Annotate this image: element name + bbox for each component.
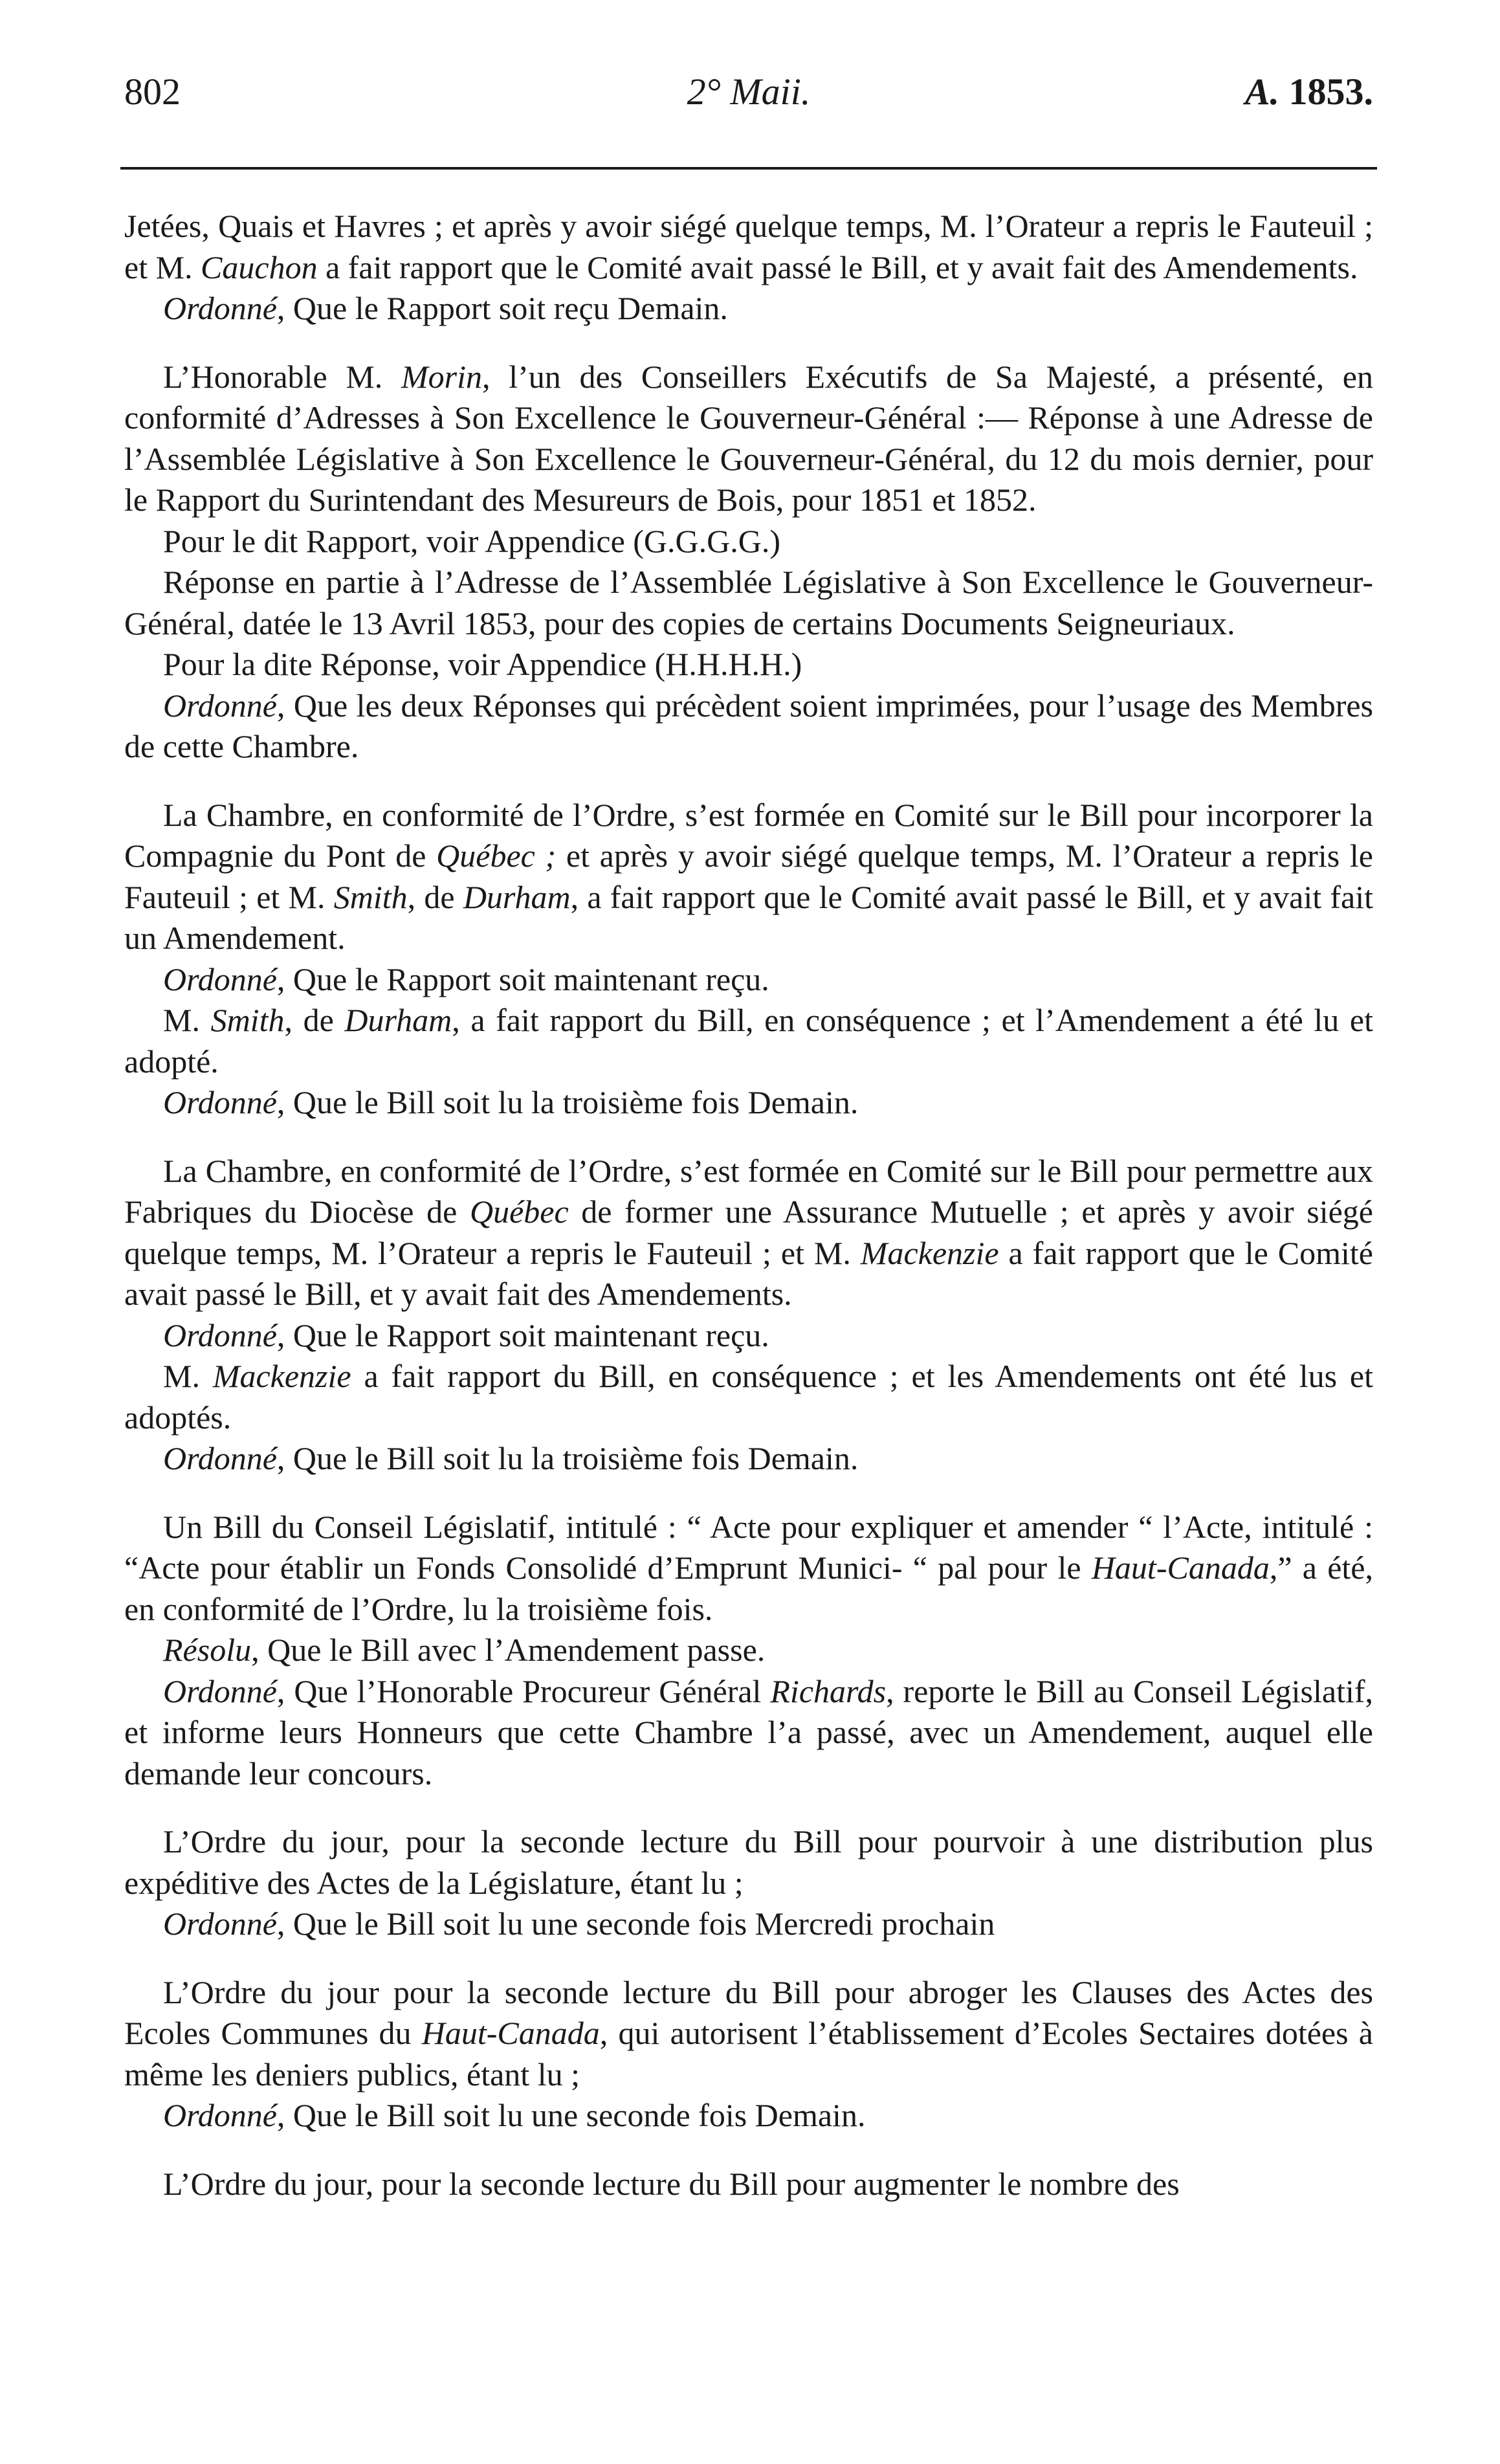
paragraph: Réponse en partie à l’Adresse de l’Assemblée Législative à Son Excellence le Gouverneur-Général, datée le 13 Avril 1853, pour des copies de certains Documents Seigneuriaux. [124,564,1373,641]
page-header [124,70,1373,128]
year-value: 1853. [1288,71,1373,113]
paragraph: Ordonné, Que le Bill soit lu la troisième fois Demain. [163,1440,859,1476]
paragraph: L’Ordre du jour, pour la seconde lecture du Bill pour pourvoir à une distribution plus expéditive des Actes de la Législature, étant lu ; [124,1823,1373,1901]
paragraph: M. Mackenzie a fait rapport du Bill, en conséquence ; et les Amendements ont été lus et adoptés. [124,1358,1373,1436]
paragraph: L’Honorable M. Morin, l’un des Conseillers Exécutifs de Sa Majesté, a présenté, en conformité d’Adresses à Son Excellence le Gouverneur-Général :— Réponse à une Adresse de l’Assemblée Législative à Son Excellence le Gouverneur-Général, du 12 du mois dernier, pour le Rapport du Surintendant des Mesureurs de Bois, pour 1851 et 1852. [124,358,1373,518]
header-year [1245,70,1373,113]
paragraph: Ordonné, Que l’Honorable Procureur Général Richards, reporte le Bill au Conseil Législatif, et informe leurs Honneurs que cette Chambre l’a passé, avec un Amendement, auquel elle demande leur concours. [124,1672,1374,1792]
paragraph: Un Bill du Conseil Législatif, intitulé : “ Acte pour expliquer et amender “ l’Acte, intitulé : “Acte pour établir un Fonds Consolidé d’Emprunt Munici- “ pal pour le Haut-Canada,” a été, en conformité de l’Ordre, lu la troisième fois. [124,1508,1373,1627]
page-number: 802 [124,71,181,113]
paragraph: L’Ordre du jour, pour la seconde lecture du Bill pour augmenter le nombre des [163,2165,1180,2202]
paragraph: Ordonné, Que le Bill soit lu la troisième fois Demain. [163,1084,859,1120]
paragraph: Pour la dite Réponse, voir Appendice (H.H.H.H.) [163,646,802,682]
paragraph: Pour le dit Rapport, voir Appendice (G.G.G.G.) [163,522,781,559]
year-prefix: A. [1244,71,1279,113]
paragraph: Ordonné, Que le Rapport soit maintenant reçu. [163,960,769,997]
paragraph: Ordonné, Que le Rapport soit maintenant reçu. [163,1316,769,1353]
paragraph: La Chambre, en conformité de l’Ordre, s’est formée en Comité sur le Bill pour permettre aux Fabriques du Diocèse de Québec de former une Assurance Mutuelle ; et après y avoir siégé quelque temps, M. l’Orateur a repris le Fauteuil ; et M. Mackenzie a fait rapport que le Comité avait passé le Bill, et y avait fait des Amendements. [124,1152,1374,1312]
page-body [124,206,1373,2204]
paragraph: Jetées, Quais et Havres ; et après y avoir siégé quelque temps, M. l’Orateur a repris le Fauteuil ; et M. Cauchon a fait rapport que le Comité avait passé le Bill, et y avait fait des Amendements. [124,208,1373,285]
paragraph: Résolu, Que le Bill avec l’Amendement passe. [163,1632,766,1668]
paragraph: Ordonné, Que le Bill soit lu une seconde fois Mercredi prochain [163,1905,995,1942]
header-date: 2° Maii. [687,71,811,113]
paragraph: Ordonné, Que les deux Réponses qui précèdent soient imprimées, pour l’usage des Membres de cette Chambre. [124,687,1373,764]
paragraph: La Chambre, en conformité de l’Ordre, s’est formée en Comité sur le Bill pour incorporer la Compagnie du Pont de Québec ; et après y avoir siégé quelque temps, M. l’Orateur a repris le Fauteuil ; et M. Smith, de Durham, a fait rapport que le Comité avait passé le Bill, et y avait fait un Amendement. [124,796,1373,956]
paragraph: Ordonné, Que le Bill soit lu une seconde fois Demain. [163,2097,866,2133]
header-rule [120,167,1377,170]
paragraph: Ordonné, Que le Rapport soit reçu Demain. [163,290,728,326]
paragraph: L’Ordre du jour pour la seconde lecture du Bill pour abroger les Clauses des Actes des Ecoles Communes du Haut-Canada, qui autorisent l’établissement d’Ecoles Sectaires dotées à même les deniers publics, étant lu ; [124,1973,1374,2092]
paragraph: M. Smith, de Durham, a fait rapport du Bill, en conséquence ; et l’Amendement a été lu et adopté. [124,1002,1373,1080]
